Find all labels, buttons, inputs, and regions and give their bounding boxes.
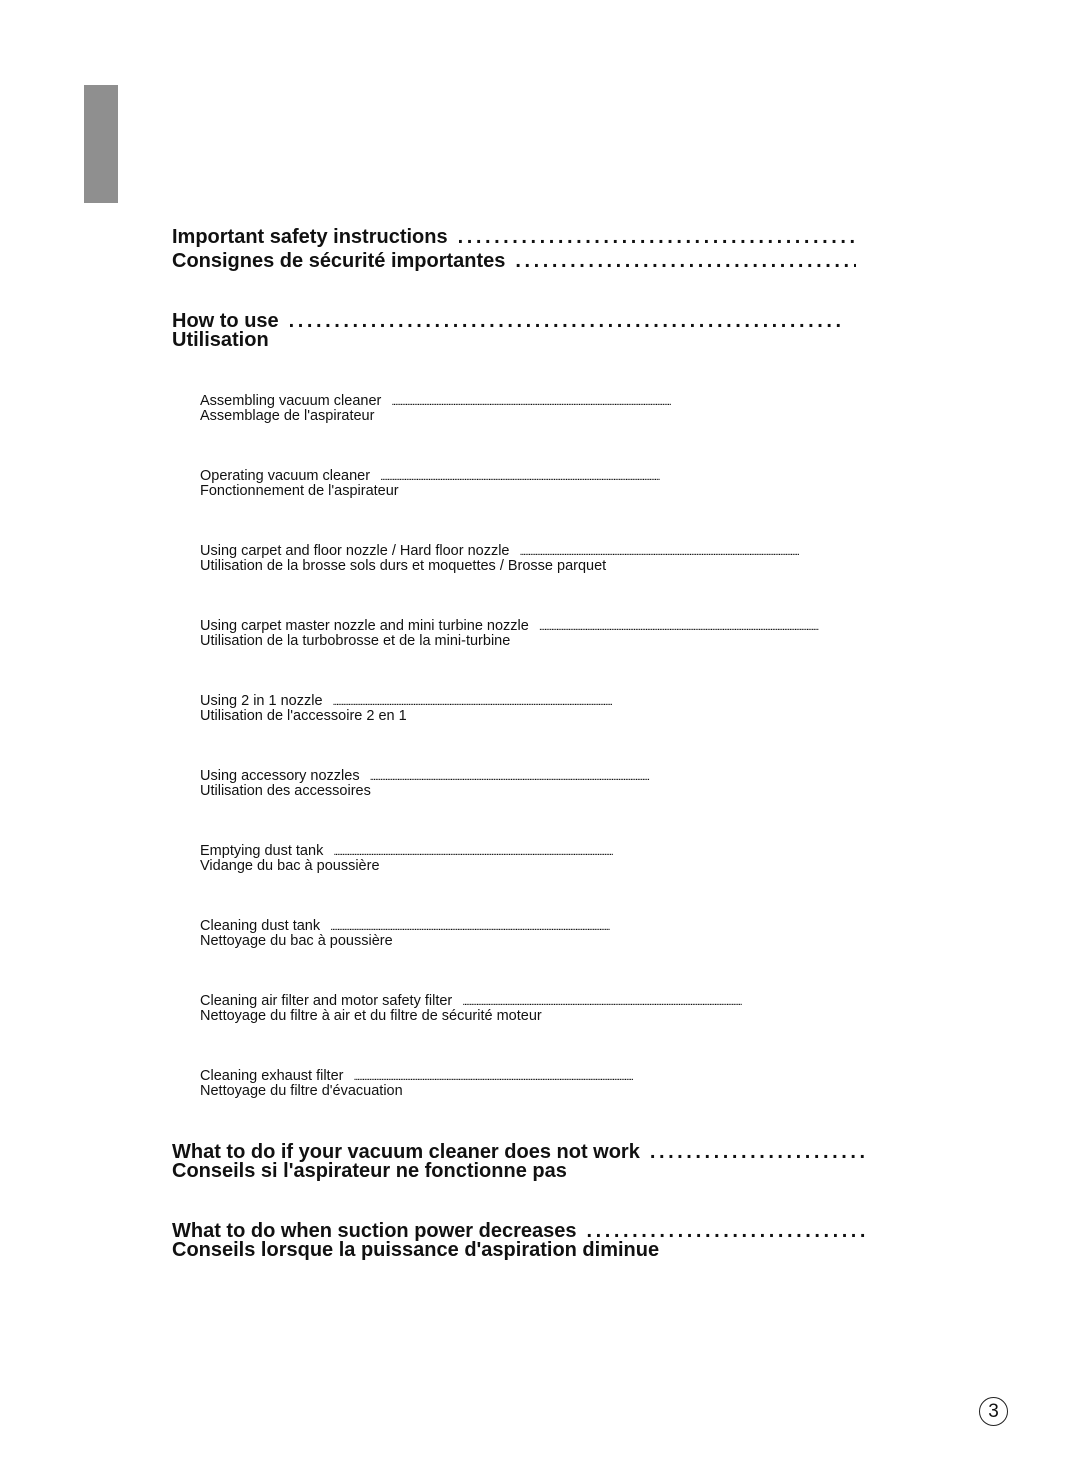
toc-title-fr[interactable]: Consignes de sécurité importantes: [172, 250, 506, 272]
leader-dots: [370, 768, 874, 784]
toc-title-fr[interactable]: Nettoyage du filtre d'évacuation: [200, 1083, 403, 1099]
toc-line-en: [200, 843, 860, 859]
leader-dots: [333, 843, 860, 859]
leader-dots: [520, 543, 875, 559]
toc-title-en[interactable]: Emptying dust tank: [200, 843, 324, 859]
toc-title-en[interactable]: Assembling vacuum cleaner: [200, 393, 382, 409]
toc-title-fr[interactable]: Vidange du bac à poussière: [200, 858, 380, 874]
toc-title-fr[interactable]: Nettoyage du filtre à air et du filtre de sécurité moteur: [200, 1008, 542, 1024]
toc-title-en[interactable]: Cleaning exhaust filter: [200, 1068, 344, 1084]
leader-dots: [380, 468, 874, 484]
leader-dots: [462, 993, 878, 1009]
toc-line-en: [200, 1068, 874, 1084]
toc-title-en[interactable]: What to do when suction power decreases: [172, 1220, 577, 1242]
toc-title-en[interactable]: What to do if your vacuum cleaner does not work: [172, 1141, 640, 1163]
leader-dots: [515, 250, 856, 273]
toc-title-en[interactable]: Using carpet master nozzle and mini turbine nozzle: [200, 618, 529, 634]
toc-line-en: [172, 310, 846, 333]
toc-title-fr[interactable]: Utilisation de l'accessoire 2 en 1: [200, 708, 407, 724]
leader-dots: [650, 1141, 868, 1164]
toc-title-en[interactable]: Operating vacuum cleaner: [200, 468, 371, 484]
toc-title-en[interactable]: Using 2 in 1 nozzle: [200, 693, 323, 709]
toc-title-fr[interactable]: Utilisation de la brosse sols durs et moquettes / Brosse parquet: [200, 558, 607, 574]
toc-line-en: [200, 393, 864, 409]
toc-title-en[interactable]: Important safety instructions: [172, 226, 448, 248]
section-tab-marker: [84, 85, 118, 203]
leader-dots: [353, 1068, 874, 1084]
toc-title-fr[interactable]: Fonctionnement de l'aspirateur: [200, 483, 399, 499]
toc-line-en: [200, 543, 874, 559]
leader-dots: [330, 918, 874, 934]
toc-line-en: [172, 226, 856, 249]
toc-title-fr[interactable]: Utilisation de la turbobrosse et de la mini-turbine: [200, 633, 511, 649]
toc-title-fr[interactable]: Utilisation: [172, 329, 269, 351]
leader-dots: [391, 393, 864, 409]
toc-title-en[interactable]: Using carpet and floor nozzle / Hard floor nozzle: [200, 543, 510, 559]
leader-dots: [333, 693, 874, 709]
toc-title-fr[interactable]: Nettoyage du bac à poussière: [200, 933, 393, 949]
toc-line-en: [200, 768, 874, 784]
toc-title-fr[interactable]: Assemblage de l'aspirateur: [200, 408, 375, 424]
toc-line-en: [200, 993, 878, 1009]
toc-line-en: [200, 618, 874, 634]
leader-dots: [458, 226, 856, 249]
toc-title-en[interactable]: Cleaning air filter and motor safety filter: [200, 993, 453, 1009]
toc-line-en: [200, 918, 874, 934]
toc-line-en: [200, 468, 874, 484]
leader-dots: [289, 310, 846, 333]
toc-title-en[interactable]: Cleaning dust tank: [200, 918, 321, 934]
leader-dots: [539, 618, 874, 634]
toc-line-en: [200, 693, 874, 709]
toc-title-en[interactable]: Using accessory nozzles: [200, 768, 360, 784]
page-number: 3: [979, 1397, 1008, 1426]
toc-title-fr[interactable]: Conseils lorsque la puissance d'aspiration diminue: [172, 1239, 660, 1261]
toc-title-fr[interactable]: Conseils si l'aspirateur ne fonctionne pas: [172, 1160, 567, 1182]
toc-title-en[interactable]: How to use: [172, 310, 279, 332]
toc-title-fr[interactable]: Utilisation des accessoires: [200, 783, 371, 799]
toc-line-fr: [172, 250, 856, 273]
